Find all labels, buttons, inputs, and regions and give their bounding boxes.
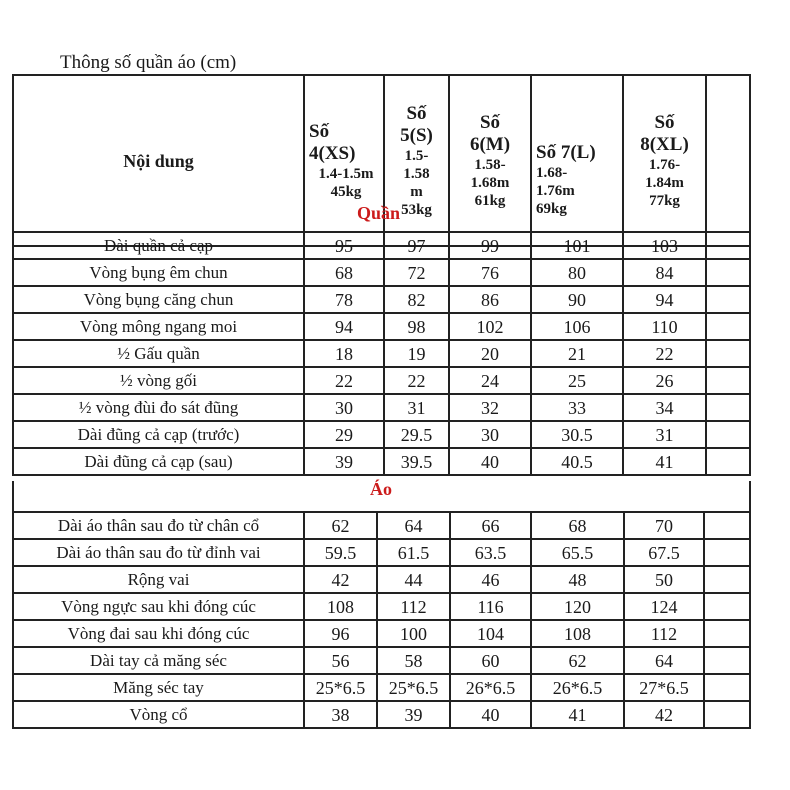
- cell: 95: [304, 232, 384, 259]
- cell: 96: [304, 620, 377, 647]
- cell: 41: [531, 701, 624, 728]
- empty-cell: [706, 394, 750, 421]
- size-s-height-a: 1.5-: [404, 147, 429, 164]
- cell: 30: [449, 421, 531, 448]
- cell: 62: [531, 647, 624, 674]
- empty-cell: [706, 286, 750, 313]
- table-row: [13, 421, 750, 448]
- cell: 34: [623, 394, 706, 421]
- cell: 78: [304, 286, 384, 313]
- cell: 63.5: [450, 539, 531, 566]
- cell: 62: [304, 512, 377, 539]
- cell: 90: [531, 286, 623, 313]
- empty-cell: [704, 647, 750, 674]
- table-row: [13, 232, 750, 259]
- size-m-weight: 61kg: [474, 192, 506, 209]
- cell: 33: [531, 394, 623, 421]
- cell: 59.5: [304, 539, 377, 566]
- row-label: Vòng mông ngang moi: [13, 313, 304, 340]
- cell: 26*6.5: [450, 674, 531, 701]
- cell: 112: [624, 620, 704, 647]
- section-label-pants: Quần: [357, 202, 401, 223]
- table-row: [13, 566, 750, 593]
- cell: 101: [531, 232, 623, 259]
- cell: 102: [449, 313, 531, 340]
- cell: 39.5: [384, 448, 449, 475]
- table-row: [13, 286, 750, 313]
- cell: 116: [450, 593, 531, 620]
- cell: 19: [384, 340, 449, 367]
- cell: 26*6.5: [531, 674, 624, 701]
- cell: 108: [304, 593, 377, 620]
- empty-cell: [706, 232, 750, 259]
- cell: 40.5: [531, 448, 623, 475]
- empty-cell: [706, 313, 750, 340]
- size-l-line1: Số 7(L): [536, 141, 596, 163]
- cell: 48: [531, 566, 624, 593]
- cell: 40: [450, 701, 531, 728]
- cell: 100: [377, 620, 450, 647]
- row-label: Dài tay cả măng séc: [13, 647, 304, 674]
- size-xs-line2: 4(XS): [309, 142, 356, 164]
- empty-cell: [706, 448, 750, 475]
- row-label: Dài đũng cả cạp (sau): [13, 448, 304, 475]
- section-label-shirt: Áo: [370, 479, 392, 499]
- size-s-line2: 5(S): [400, 124, 433, 146]
- cell: 39: [377, 701, 450, 728]
- cell: 94: [304, 313, 384, 340]
- size-m-height-a: 1.58-: [474, 156, 506, 173]
- size-m-height-b: 1.68m: [470, 174, 510, 191]
- empty-cell: [704, 593, 750, 620]
- table-row: [13, 448, 750, 475]
- cell: 99: [449, 232, 531, 259]
- cell: 42: [624, 701, 704, 728]
- table-row: [13, 701, 750, 728]
- table-row: [13, 593, 750, 620]
- row-label: ½ vòng gối: [13, 367, 304, 394]
- table-row: [13, 259, 750, 286]
- cell: 61.5: [377, 539, 450, 566]
- cell: 68: [531, 512, 624, 539]
- cell: 60: [450, 647, 531, 674]
- table-title: Thông số quần áo (cm): [60, 52, 237, 73]
- cell: 64: [377, 512, 450, 539]
- table-row: [13, 313, 750, 340]
- size-xs-line1: Số: [309, 120, 330, 142]
- size-s-line1: Số: [406, 102, 427, 124]
- row-label: Vòng bụng căng chun: [13, 286, 304, 313]
- empty-cell: [704, 620, 750, 647]
- cell: 38: [304, 701, 377, 728]
- cell: 32: [449, 394, 531, 421]
- row-label: Vòng ngực sau khi đóng cúc: [13, 593, 304, 620]
- section-header-shirt: [13, 481, 750, 512]
- size-l-weight: 69kg: [536, 200, 567, 217]
- cell: 40: [449, 448, 531, 475]
- cell: 24: [449, 367, 531, 394]
- cell: 124: [624, 593, 704, 620]
- size-xl-height-a: 1.76-: [648, 156, 681, 173]
- empty-cell: [706, 421, 750, 448]
- size-xl-weight: 77kg: [649, 192, 680, 209]
- cell: 64: [624, 647, 704, 674]
- row-label: Dài quần cả cạp: [13, 232, 304, 259]
- cell: 25*6.5: [304, 674, 377, 701]
- size-s-weight: 53kg: [401, 201, 432, 218]
- cell: 65.5: [531, 539, 624, 566]
- table-row: [13, 620, 750, 647]
- size-xs-weight: 45kg: [330, 183, 362, 200]
- size-xs-height: 1.4-1.5m: [318, 165, 374, 182]
- section-pants: [12, 202, 751, 476]
- size-l-height-a: 1.68-: [536, 164, 568, 181]
- row-label: Vòng đai sau khi đóng cúc: [13, 620, 304, 647]
- cell: 97: [384, 232, 449, 259]
- row-label: Măng séc tay: [13, 674, 304, 701]
- cell: 42: [304, 566, 377, 593]
- cell: 72: [384, 259, 449, 286]
- cell: 22: [384, 367, 449, 394]
- section-header-pants: [13, 206, 750, 232]
- content-header-label: Nội dung: [123, 150, 194, 171]
- cell: 68: [304, 259, 384, 286]
- table-row: [13, 340, 750, 367]
- table-row: [13, 367, 750, 394]
- cell: 70: [624, 512, 704, 539]
- size-s-height-c: m: [410, 183, 423, 200]
- cell: 25: [531, 367, 623, 394]
- cell: 29: [304, 421, 384, 448]
- cell: 76: [449, 259, 531, 286]
- cell: 56: [304, 647, 377, 674]
- section-shirt: [12, 481, 751, 729]
- table-row: [13, 674, 750, 701]
- cell: 26: [623, 367, 706, 394]
- cell: 50: [624, 566, 704, 593]
- cell: 67.5: [624, 539, 704, 566]
- cell: 31: [384, 394, 449, 421]
- empty-cell: [704, 701, 750, 728]
- empty-cell: [706, 259, 750, 286]
- empty-cell: [706, 340, 750, 367]
- cell: 110: [623, 313, 706, 340]
- cell: 104: [450, 620, 531, 647]
- cell: 98: [384, 313, 449, 340]
- row-label: ½ Gấu quần: [13, 340, 304, 367]
- size-xl-height-b: 1.84m: [645, 174, 684, 191]
- table-row: [13, 394, 750, 421]
- size-s-height-b: 1.58: [403, 165, 430, 182]
- cell: 44: [377, 566, 450, 593]
- row-label: Dài đũng cả cạp (trước): [13, 421, 304, 448]
- cell: 106: [531, 313, 623, 340]
- cell: 103: [623, 232, 706, 259]
- cell: 29.5: [384, 421, 449, 448]
- cell: 39: [304, 448, 384, 475]
- cell: 25*6.5: [377, 674, 450, 701]
- size-xl-line1: Số: [654, 111, 675, 133]
- cell: 27*6.5: [624, 674, 704, 701]
- cell: 41: [623, 448, 706, 475]
- cell: 112: [377, 593, 450, 620]
- size-m-line2: 6(M): [469, 133, 511, 155]
- row-label: Rộng vai: [13, 566, 304, 593]
- cell: 31: [623, 421, 706, 448]
- cell: 108: [531, 620, 624, 647]
- row-label: ½ vòng đùi đo sát đũng: [13, 394, 304, 421]
- cell: 21: [531, 340, 623, 367]
- cell: 86: [449, 286, 531, 313]
- empty-cell: [704, 512, 750, 539]
- cell: 46: [450, 566, 531, 593]
- cell: 82: [384, 286, 449, 313]
- cell: 84: [623, 259, 706, 286]
- table-row: [13, 539, 750, 566]
- empty-cell: [704, 539, 750, 566]
- cell: 20: [449, 340, 531, 367]
- cell: 22: [304, 367, 384, 394]
- size-m-line1: Số: [479, 111, 501, 133]
- cell: 94: [623, 286, 706, 313]
- empty-cell: [704, 566, 750, 593]
- cell: 120: [531, 593, 624, 620]
- cell: 80: [531, 259, 623, 286]
- table-row: [13, 512, 750, 539]
- empty-cell: [704, 674, 750, 701]
- cell: 66: [450, 512, 531, 539]
- table-row: [13, 647, 750, 674]
- row-label: Vòng cổ: [13, 701, 304, 728]
- row-label: Dài áo thân sau đo từ chân cổ: [13, 512, 304, 539]
- cell: 18: [304, 340, 384, 367]
- cell: 30.5: [531, 421, 623, 448]
- cell: 30: [304, 394, 384, 421]
- size-l-height-b: 1.76m: [536, 182, 575, 199]
- cell: 58: [377, 647, 450, 674]
- empty-cell: [706, 367, 750, 394]
- size-xl-line2: 8(XL): [640, 133, 689, 155]
- row-label: Vòng bụng êm chun: [13, 259, 304, 286]
- row-label: Dài áo thân sau đo từ đỉnh vai: [13, 539, 304, 566]
- cell: 22: [623, 340, 706, 367]
